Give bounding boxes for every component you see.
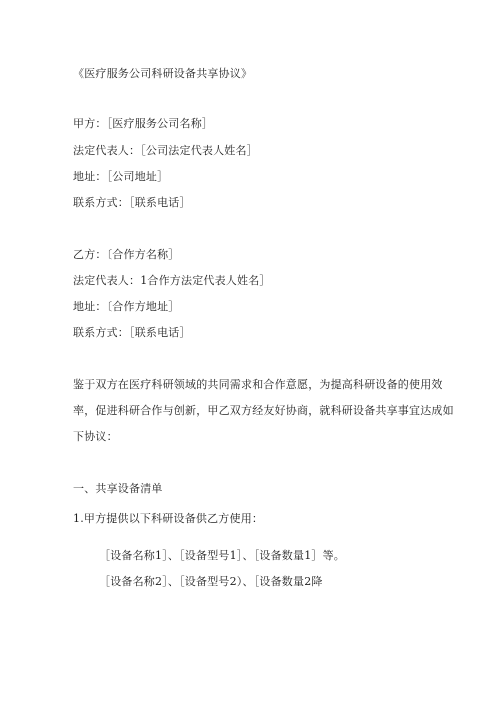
party-b-representative: 法定代表人：1合作方法定代表人姓名］ <box>73 274 271 287</box>
party-a-representative: 法定代表人：［公司法定代表人姓名］ <box>73 144 258 157</box>
preamble-line-2: 率，促进科研合作与创新，甲乙双方经友好协商，就科研设备共享事宜达成如 <box>73 404 454 417</box>
party-b-contact: 联系方式：［联系电话］ <box>73 326 191 339</box>
preamble-line-3: 下协议： <box>73 430 118 443</box>
party-b-name: 乙方：〔合作方名称］ <box>73 248 180 261</box>
equipment-line-2: ［设备名称2］、［设备型号2）、［设备数量2降 <box>99 575 323 588</box>
section-heading: 一、共享设备清单 <box>73 482 163 495</box>
party-a-contact: 联系方式：［联系电话］ <box>73 196 191 209</box>
document-title: 《医疗服务公司科研设备共享协议》 <box>73 67 253 80</box>
party-a-address: 地址：［公司地址］ <box>73 170 169 183</box>
party-a-name: 甲方：［医疗服务公司名称］ <box>73 117 214 130</box>
equipment-line-1: ［设备名称1］、［设备型号1］、［设备数量1］等。 <box>99 549 345 562</box>
preamble-line-1: 鉴于双方在医疗科研领域的共同需求和合作意愿，为提高科研设备的使用效 <box>73 378 443 391</box>
party-b-address: 地址：〔合作方地址］ <box>73 300 180 313</box>
section-item-1: 1.甲方提供以下科研设备供乙方使用： <box>73 512 264 525</box>
